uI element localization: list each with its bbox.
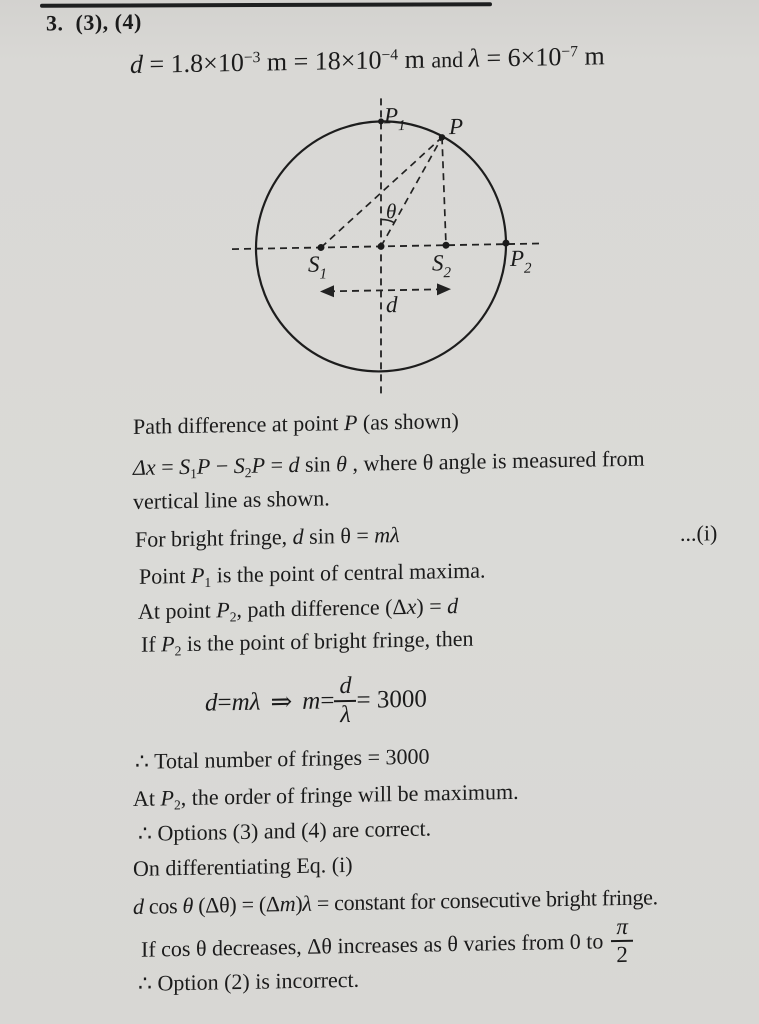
var-lambda: λ [468, 43, 481, 73]
implies-arrow-icon: ⇒ [270, 687, 293, 717]
fraction-numerator: π [611, 915, 633, 943]
line-cos-decreases: If cos θ decreases, Δθ increases as θ varies from 0 to $\frac{\pi}{2}$ [141, 906, 633, 985]
fraction-denominator: λ [340, 701, 351, 729]
slit-separation-arrow-shaft [328, 289, 444, 291]
interference-diagram [220, 87, 550, 408]
var-d: d [130, 49, 143, 79]
exponent: −4 [381, 46, 399, 64]
line-order-maximum: At P2, the order of fringe will be maximum. [133, 778, 519, 813]
label-d: d [386, 292, 398, 318]
label-p2: $P_2$ [510, 245, 532, 277]
line-p-to-s2 [442, 137, 446, 245]
fraction-denominator: 2 [616, 941, 628, 968]
line-differentiating: On differentiating Eq. (i) [133, 851, 353, 881]
equation-m-3000: d = mλ ⇒ m = $\frac{d}{\lambda}$ = 3000 [205, 672, 427, 729]
line-total-fringes: ∴ Total number of fringes = 3000 [135, 743, 430, 774]
line-d-cos-theta-equation: d cos θ (Δθ) = (Δm)λ = constant for consecutive bright fringe. [133, 884, 658, 919]
label-s1: $S_1$ [308, 251, 327, 283]
point-p2-dot [503, 240, 510, 247]
equation-reference-i: ...(i) [680, 520, 718, 546]
answer-options: (3), (4) [75, 8, 142, 35]
fraction-d-over-lambda [334, 674, 356, 729]
arrowhead-left-icon [320, 285, 334, 297]
label-theta: θ [386, 199, 397, 224]
label-p1: $P_1$ [384, 103, 406, 135]
point-s2-dot [443, 242, 450, 249]
line-point-p1-central-maxima: Point P1 is the point of central maxima. [139, 557, 486, 590]
horizontal-axis-line [232, 243, 541, 249]
line-vertical-line-note: vertical line as shown. [133, 485, 330, 514]
given-values-equation: $d = 1.8\times 10^{-3}$ $m = 18\times 10^{-4}$ m and $\lambda = 6\times 10^{-7}$ m [130, 41, 605, 79]
point-center-dot [378, 243, 385, 250]
label-p: P [449, 113, 464, 140]
arrowhead-right-icon [437, 283, 451, 295]
line-path-difference: Path difference at point P (as shown) [133, 407, 459, 439]
exponent: −7 [561, 43, 578, 61]
fraction-numerator: d [334, 674, 356, 703]
line-option-2-incorrect: ∴ Option (2) is incorrect. [138, 966, 360, 996]
line-at-p2-path-difference: At point P2, path difference (Δx) = d [138, 592, 459, 625]
ray-center-to-p [381, 137, 442, 246]
fraction-pi-over-2 [611, 915, 633, 968]
problem-number: 3. [46, 10, 64, 36]
line-if-p2-bright-fringe: If P2 is the point of bright fringe, then [141, 625, 474, 659]
label-s2: $S_2$ [432, 250, 451, 282]
line-options-correct: ∴ Options (3) and (4) are correct. [138, 815, 432, 846]
exponent: −3 [243, 49, 261, 67]
line-bright-fringe-condition: For bright fringe, d sin θ = mλ [135, 522, 400, 552]
line-delta-x-equation: Δx = S1P − S2P = d sin θ , where θ angle is measured from [133, 445, 645, 482]
problem-header [46, 9, 142, 37]
point-s1-dot [318, 244, 325, 251]
